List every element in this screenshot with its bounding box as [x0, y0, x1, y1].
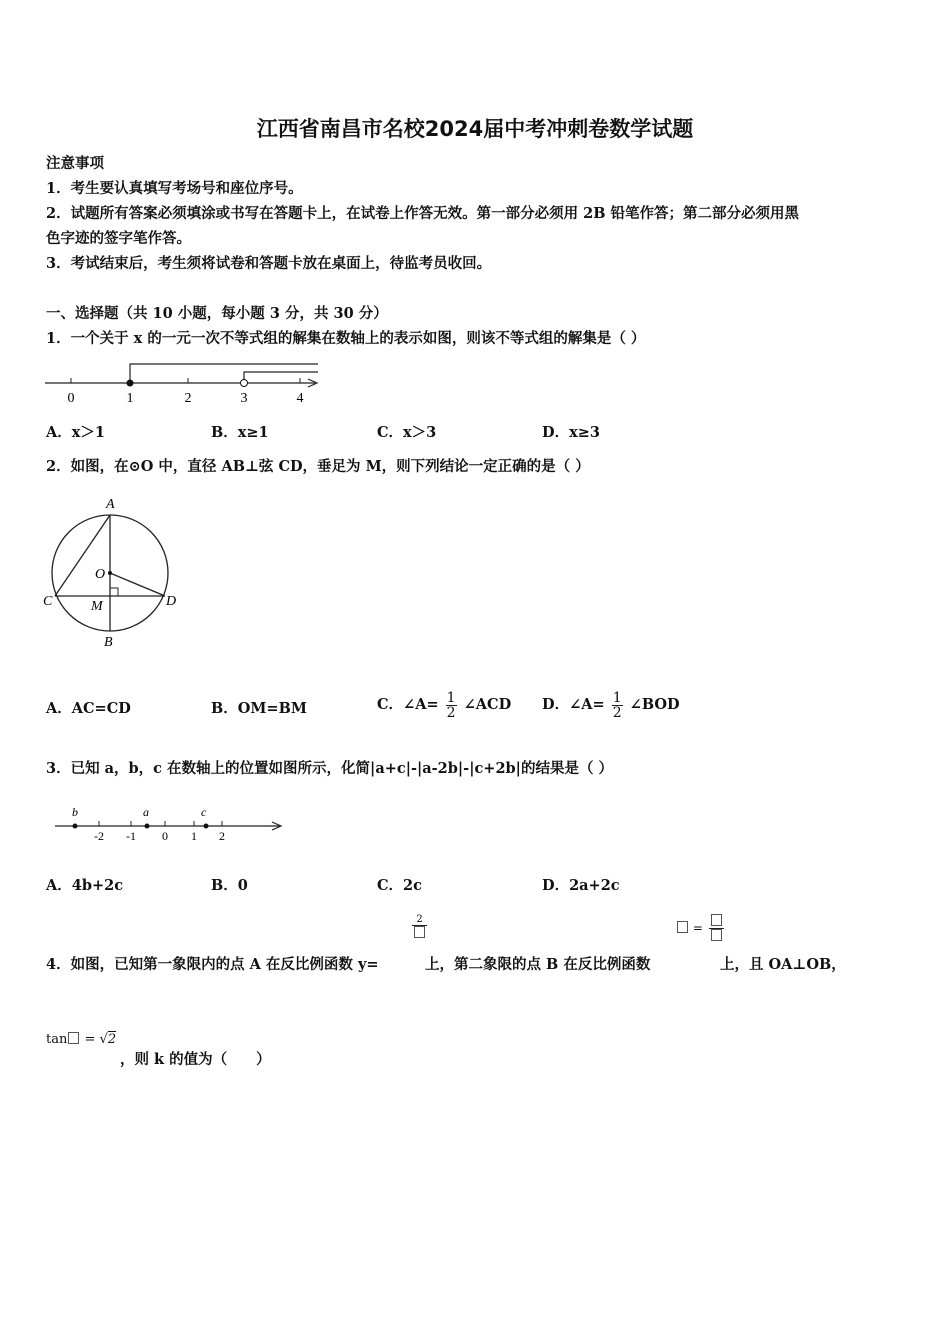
q4-equals-sign: = — [692, 921, 703, 935]
q3-point-c — [204, 824, 209, 829]
q2-option-c-fraction — [446, 691, 457, 720]
fraction-numerator: 2 — [416, 914, 423, 925]
q2-option-b: B．OM=BM — [211, 700, 307, 717]
q3-option-b: B．0 — [211, 877, 248, 894]
q3-stem: 3．已知 a，b，c 在数轴上的位置如图所示，化简|a+c|-|a-2b|-|c+2b|的结果是（ ） — [46, 760, 613, 777]
q3-tick-label: 2 — [219, 829, 225, 843]
q3-point-a — [145, 824, 150, 829]
q4-line1a: 4．如图，已知第一象限内的点 A 在反比例函数 y= — [46, 956, 379, 973]
q1-option-b: B．x≥1 — [211, 424, 269, 441]
q1-option-c: C．x＞3 — [377, 424, 437, 441]
q2-option-d-suffix: ∠BOD — [629, 696, 680, 713]
q4-formula-2 — [676, 914, 726, 943]
section-heading: 一、选择题（共 10 小题，每小题 3 分，共 30 分） — [46, 305, 388, 322]
fraction-denominator: 2 — [612, 704, 622, 721]
q1-tick-label: 0 — [67, 391, 75, 406]
q3-tick-label: -1 — [126, 829, 136, 843]
q1-stem: 1．一个关于 x 的一元一次不等式组的解集在数轴上的表示如图，则该不等式组的解集是（ ） — [46, 330, 646, 347]
page-title: 江西省南昌市名校2024届中考冲刺卷数学试题 — [256, 117, 694, 141]
q1-tick-label: 2 — [184, 391, 192, 406]
fraction-numerator — [709, 914, 724, 928]
q2-center-point — [108, 571, 112, 575]
q1-hollow-point — [241, 380, 248, 387]
q4-line1b: 上，第二象限的点 B 在反比例函数 — [425, 956, 651, 973]
q2-right-angle — [110, 588, 118, 596]
q2-label-a: A — [106, 497, 115, 512]
q2-option-c-prefix: C．∠A= — [377, 696, 439, 713]
q4-equals-sign: = — [84, 1032, 96, 1047]
placeholder-glyph — [677, 921, 688, 933]
notice-heading: 注意事项 — [46, 155, 104, 172]
q2-label-m: M — [91, 599, 103, 614]
fraction-denominator — [412, 925, 427, 940]
fraction-numerator: 1 — [612, 689, 622, 706]
q2-option-d — [542, 675, 680, 735]
q3-option-a: A．4b+2c — [46, 877, 124, 894]
q1-option-a: A．x＞1 — [46, 424, 105, 441]
q3-option-c: C．2c — [377, 877, 422, 894]
notice-item-2b: 色字迹的签字笔作答。 — [46, 230, 191, 247]
q2-label-b: B — [104, 635, 113, 650]
sqrt-sign: √ — [99, 1032, 108, 1047]
notice-item-2a: 2．试题所有答案必须填涂或书写在答题卡上，在试卷上作答无效。第一部分必须用 2B 铅笔作答；第二部分必须用黑 — [46, 205, 800, 222]
q2-option-a: A．AC=CD — [46, 700, 131, 717]
notice-item-3: 3．考试结束后，考生须将试卷和答题卡放在桌面上，待监考员收回。 — [46, 255, 492, 272]
q3-point-b — [73, 824, 78, 829]
q2-option-d-prefix: D．∠A= — [542, 696, 605, 713]
q2-label-c: C — [43, 594, 53, 609]
q2-label-d: D — [166, 594, 177, 609]
q2-segment-ac — [55, 515, 110, 596]
fraction-denominator — [709, 928, 724, 943]
q1-tick-label: 4 — [296, 391, 304, 406]
q3-tick-label: 0 — [162, 829, 168, 843]
q2-option-c-suffix: ∠ACD — [463, 696, 512, 713]
q4-tan-text: tan — [46, 1032, 68, 1047]
q2-stem: 2．如图，在⊙O 中，直径 AB⊥弦 CD，垂足为 M，则下列结论一定正确的是（ ） — [46, 458, 590, 475]
q3-tick-label: 1 — [191, 829, 197, 843]
fraction-denominator: 2 — [446, 704, 456, 721]
q1-tick-label: 1 — [126, 391, 134, 406]
q3-letter-b: b — [72, 805, 78, 819]
q3-number-line — [50, 802, 290, 847]
q1-solid-point — [127, 380, 134, 387]
q1-number-line — [40, 358, 330, 408]
q1-option-d: D．x≥3 — [542, 424, 600, 441]
q2-label-o: O — [95, 567, 106, 582]
q1-tick-label: 3 — [240, 391, 248, 406]
q4-line2: ，则 k 的值为（ ） — [120, 1051, 271, 1068]
fraction-numerator: 1 — [446, 689, 456, 706]
q3-letter-c: c — [201, 805, 207, 819]
q3-tick-label: -2 — [94, 829, 104, 843]
placeholder-glyph — [711, 929, 722, 941]
q4-line1c: 上，且 OA⊥OB， — [720, 956, 846, 973]
q4-fraction-1 — [410, 914, 429, 940]
q3-option-d: D．2a+2c — [542, 877, 620, 894]
placeholder-glyph — [414, 926, 425, 938]
q4-tan-formula — [46, 1032, 116, 1047]
q2-circle-figure — [38, 490, 188, 655]
placeholder-glyph — [711, 914, 722, 926]
notice-item-1: 1．考生要认真填写考场号和座位序号。 — [46, 180, 303, 197]
q2-option-d-fraction — [612, 691, 623, 720]
placeholder-glyph — [68, 1032, 79, 1044]
q2-option-c — [377, 675, 511, 735]
q4-sqrt-value: 2 — [107, 1032, 117, 1047]
q3-letter-a: a — [143, 805, 149, 819]
